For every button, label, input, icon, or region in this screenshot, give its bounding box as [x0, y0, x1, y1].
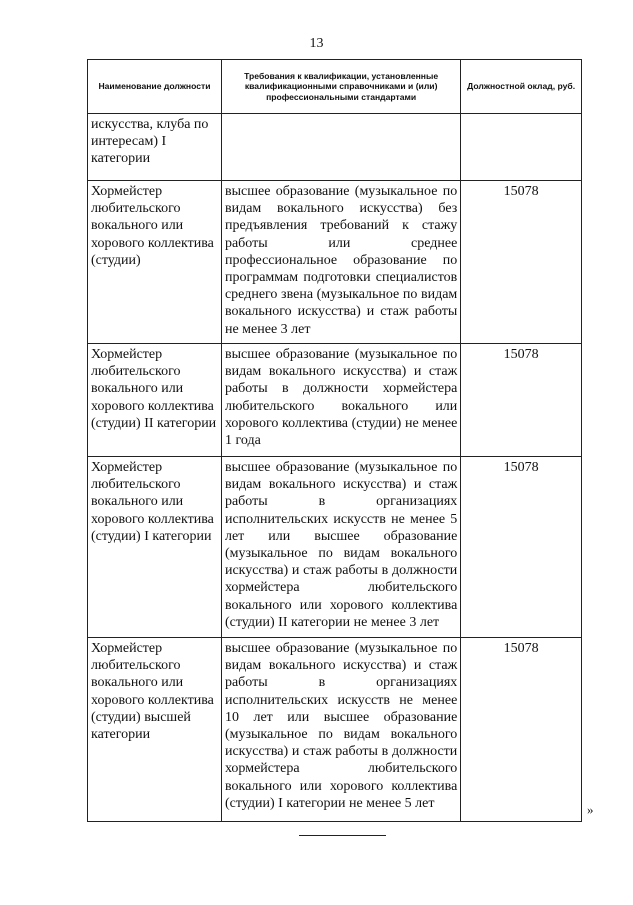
header-requirements: Требования к квалификации, установленные квалификационными справочниками и (или) профессиональными стандартами — [221, 60, 460, 114]
requirements-cell: высшее образование (музыкальное по видам вокального искусства) и стаж работы в организациях исполнительских искусств не менее 10 лет или высшее образование (музыкальное по видам вокального искусства) и стаж работы в должности хормейстера любительского вокального или хорового коллектива (студии) I категории не менее 5 лет — [221, 638, 460, 822]
position-name-cell: искусства, клуба по интересам) I категории — [88, 114, 222, 181]
salary-cell: 15078 — [461, 344, 582, 457]
table-row — [88, 181, 582, 344]
requirements-cell: высшее образование (музыкальное по видам вокального искусства) и стаж работы в должности хормейстера любительского вокального или хорового коллектива (студии) не менее 1 года — [221, 344, 460, 457]
table-row — [88, 638, 582, 822]
table-row — [88, 344, 582, 457]
closing-quote-mark: » — [587, 802, 594, 817]
position-name-cell: Хормейстер любительского вокального или хорового коллектива (студии) — [88, 181, 222, 344]
salary-cell: 15078 — [461, 638, 582, 822]
table-row — [88, 114, 582, 181]
requirements-cell — [221, 114, 460, 181]
header-salary: Должностной оклад, руб. — [461, 60, 582, 114]
salary-cell: 15078 — [461, 181, 582, 344]
footnote-divider — [299, 835, 386, 836]
salary-cell: 15078 — [461, 457, 582, 638]
qualification-table — [87, 59, 582, 822]
requirements-cell: высшее образование (музыкальное по видам вокального искусства) и стаж работы в организациях исполнительских искусств не менее 5 лет или высшее образование (музыкальное по видам вокального искусства) и стаж работы в должности хормейстера любительского вокального или хорового коллектива (студии) II категории не менее 3 лет — [221, 457, 460, 638]
position-name-cell: Хормейстер любительского вокального или хорового коллектива (студии) высшей категории — [88, 638, 222, 822]
table-row — [88, 457, 582, 638]
table-header-row — [88, 60, 582, 114]
position-name-cell: Хормейстер любительского вокального или хорового коллектива (студии) I категории — [88, 457, 222, 638]
page-number: 13 — [309, 36, 324, 51]
requirements-cell: высшее образование (музыкальное по видам вокального искусства) без предъявления требований к стажу работы или среднее профессиональное образование по программам подготовки специалистов среднего звена (музыкальное по видам вокального искусства) и стаж работы не менее 3 лет — [221, 181, 460, 344]
salary-cell — [461, 114, 582, 181]
position-name-cell: Хормейстер любительского вокального или хорового коллектива (студии) II категории — [88, 344, 222, 457]
header-position-name: Наименование должности — [88, 60, 222, 114]
